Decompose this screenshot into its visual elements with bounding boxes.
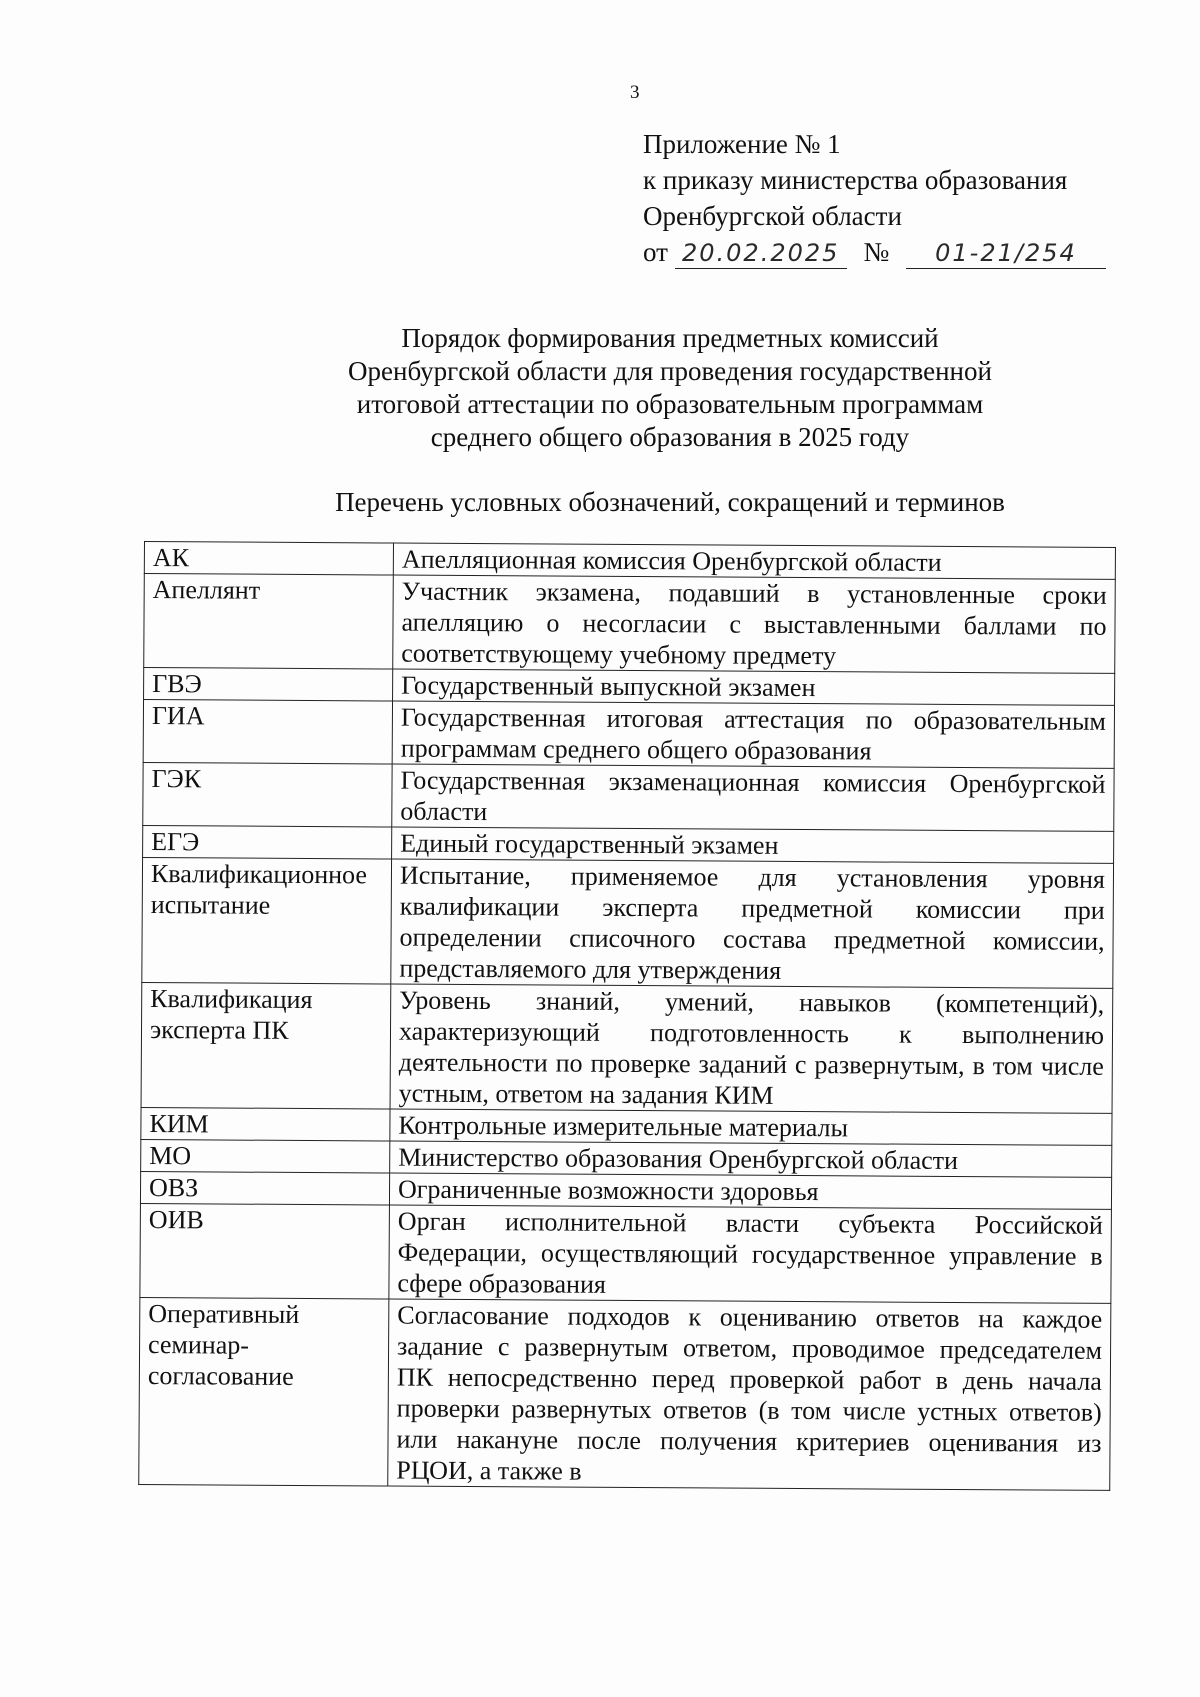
definition-cell: Контрольные измерительные материалы xyxy=(390,1109,1112,1145)
definition-cell: Министерство образования Оренбургской области xyxy=(390,1141,1112,1177)
table-row xyxy=(139,1297,1111,1490)
term-cell: Квалификация эксперта ПК xyxy=(141,982,391,1109)
appendix-line-3: Оренбургской области xyxy=(643,201,902,231)
definition-cell: Согласование подходов к оцениванию ответов на каждое задание с развернутым ответом, проводимое председателем ПК непосредственно перед проверкой работ в день начала проверки развернутых ответов (в том числе устных ответов) или накануне после получения критериев оценивания из РЦОИ, а также в xyxy=(388,1299,1111,1490)
definition-cell: Орган исполнительной власти субъекта Российской Федерации, осуществляющий государственное управление в сфере образования xyxy=(389,1205,1112,1303)
table-row xyxy=(143,762,1114,831)
term-cell: Квалификационное испытание xyxy=(142,857,392,984)
order-date-handwritten: 20.02.2025 xyxy=(675,238,847,269)
term-cell: Оперативный семинар-согласование xyxy=(139,1297,389,1486)
term-cell: ГВЭ xyxy=(144,668,393,702)
definition-cell: Государственный выпускной экзамен xyxy=(393,669,1115,705)
definition-cell: Испытание, применяемое для установления уровня квалификации эксперта предметной комиссии при определении списочного состава предметной комиссии, представляемого для утверждения xyxy=(391,859,1114,988)
definition-cell: Единый государственный экзамен xyxy=(392,827,1114,863)
appendix-order-line xyxy=(643,234,1106,270)
term-cell: ОВЗ xyxy=(140,1171,389,1205)
appendix-header xyxy=(643,126,1106,270)
table-row xyxy=(141,982,1113,1113)
term-cell: ГИА xyxy=(143,700,392,765)
appendix-line-2: к приказу министерства образования xyxy=(643,165,1068,195)
term-cell: МО xyxy=(141,1139,390,1173)
terms-table-body xyxy=(139,542,1116,1491)
term-cell: ЕГЭ xyxy=(143,825,392,859)
term-cell: ГЭК xyxy=(143,762,392,827)
page-number: 3 xyxy=(630,82,640,103)
table-row xyxy=(144,574,1116,674)
definition-cell: Ограниченные возможности здоровья xyxy=(389,1173,1111,1209)
term-cell: КИМ xyxy=(141,1107,390,1141)
appendix-line-1: Приложение № 1 xyxy=(643,129,841,159)
document-title-line-2: Оренбургской области для проведения государственной xyxy=(348,356,992,386)
table-row xyxy=(140,1203,1112,1303)
from-label: от xyxy=(643,237,668,267)
document-title-line-1: Порядок формирования предметных комиссий xyxy=(401,323,939,353)
definition-cell: Государственная итоговая аттестация по образовательным программам среднего общего образования xyxy=(392,701,1114,768)
definition-cell: Апелляционная комиссия Оренбургской области xyxy=(393,543,1115,579)
term-cell: Апеллянт xyxy=(144,574,394,670)
definition-cell: Государственная экзаменационная комиссия Оренбургской области xyxy=(392,764,1114,831)
document-title xyxy=(300,322,1040,454)
terms-table xyxy=(138,541,1116,1491)
order-number-handwritten: 01-21/254 xyxy=(906,238,1106,269)
definition-cell: Уровень знаний, умений, навыков (компетенций), характеризующий подготовленность к выполнению деятельности по проверке заданий с развернутым, в том числе устным, ответом на задания КИМ xyxy=(390,984,1113,1113)
document-title-line-3: итоговой аттестации по образовательным программам xyxy=(356,389,984,419)
term-cell: ОИВ xyxy=(140,1203,390,1299)
number-label: № xyxy=(863,237,890,267)
table-row xyxy=(142,857,1114,988)
document-title-line-4: среднего общего образования в 2025 году xyxy=(430,422,910,452)
table-row xyxy=(143,700,1114,769)
term-cell: АК xyxy=(144,542,393,576)
terms-list-title: Перечень условных обозначений, сокращений и терминов xyxy=(335,487,1005,517)
definition-cell: Участник экзамена, подавший в установленные сроки апелляцию о несогласии с выставленными баллами по соответствующему учебному предмету xyxy=(393,575,1116,673)
